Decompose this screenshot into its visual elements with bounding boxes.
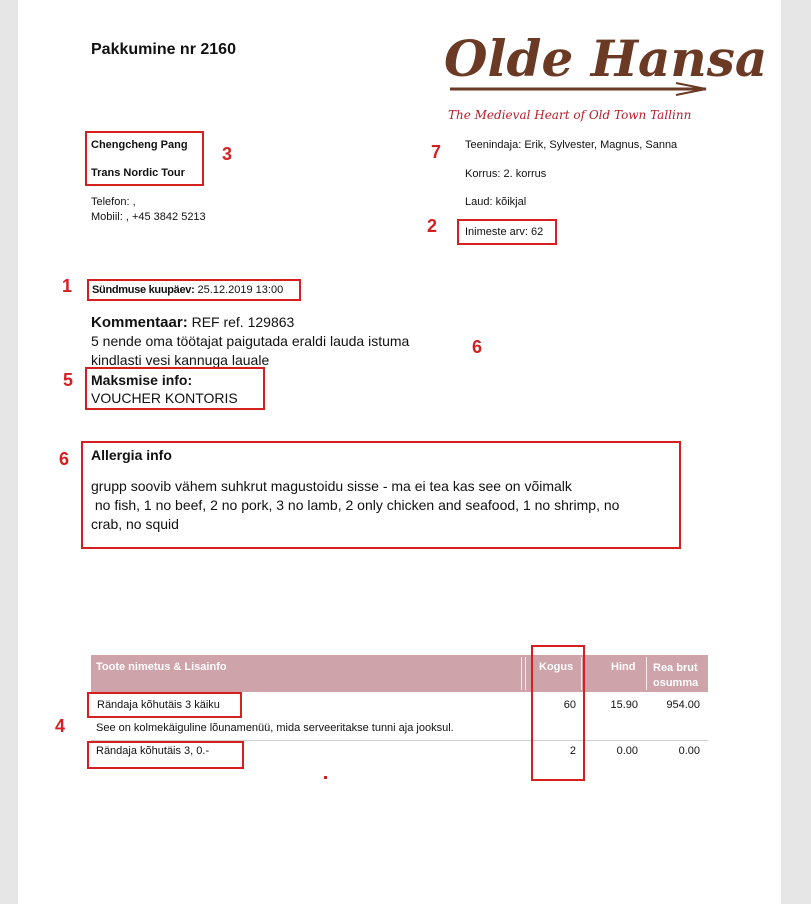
event-date-label: Sündmuse kuupäev: [92,284,195,296]
header-product-name: Toote nimetus & Lisainfo [96,661,227,673]
comment-line-1: REF ref. 129863 [191,314,295,330]
customer-phone: Telefon: , [91,196,136,208]
comment-line-2: 5 nende oma töötajat paigutada eraldi lauda istuma [91,333,410,349]
floor-info: Korrus: 2. korrus [465,168,547,180]
annotation-number-4: 4 [55,716,66,736]
annotation-number-2: 2 [427,216,438,236]
row-1-gross: 954.00 [666,699,700,711]
annotation-number-5: 5 [63,370,74,390]
logo-tagline: The Medieval Heart of Old Town Tallinn [448,108,692,122]
comment-line-3: kindlasti vesi kannuga lauale [91,352,270,368]
event-date-value: 25.12.2019 13:00 [197,284,284,296]
guest-count: Inimeste arv: 62 [465,226,544,238]
header-price: Hind [611,661,636,673]
header-qty: Kogus [539,661,574,673]
olde-hansa-logo [444,14,768,124]
payment-value: VOUCHER KONTORIS [91,390,238,406]
annotation-box-3 [85,131,204,186]
payment-label: Maksmise info: [91,372,193,388]
annotation-box-4a [87,692,242,718]
annotation-number-3: 3 [222,144,233,164]
logo-name: Olde Hansa [444,29,768,88]
row-1-price: 15.90 [610,699,638,711]
customer-mobile: Mobiil: , +45 3842 5213 [91,211,206,223]
comment-label: Kommentaar: [91,314,188,331]
row-1-name: Rändaja kõhutäis 3 käiku [97,699,220,711]
annotation-number-7: 7 [431,142,442,162]
table-info: Laud: kõikjal [465,196,527,208]
header-gross-line-2: osumma [653,677,699,689]
header-gross-line-1: Rea brut [653,662,698,674]
annotation-box-4b [87,741,244,769]
allergy-block [91,446,676,534]
annotation-box-5 [85,367,265,410]
row-2-price: 0.00 [616,745,638,757]
customer-company: Trans Nordic Tour [91,167,185,179]
allergy-label: Allergia info [91,447,172,463]
customer-name: Chengcheng Pang [91,139,188,151]
row-1-qty: 60 [563,699,576,711]
row-2-gross: 0.00 [678,745,700,757]
row-1-desc: See on kolmekäiguline lõunamenüü, mida serveeritakse tunni aja jooksul. [96,722,454,734]
servers-info: Teenindaja: Erik, Sylvester, Magnus, Sanna [465,139,678,151]
stray-dot [324,776,327,779]
annotation-box-1 [87,279,301,301]
allergy-line-1: grupp soovib vähem suhkrut magustoidu sisse - ma ei tea kas see on võimalk [91,478,572,494]
allergy-line-3: crab, no squid [91,516,179,532]
row-2-name: Rändaja kõhutäis 3, 0.- [96,745,210,757]
annotation-box-2 [457,219,557,245]
comment-block [91,313,409,370]
allergy-line-2: no fish, 1 no beef, 2 no pork, 3 no lamb, 2 only chicken and seafood, 1 no shrimp, no [91,497,620,513]
annotation-number-1: 1 [62,276,73,296]
annotation-number-6a: 6 [472,337,483,357]
items-table-header [91,655,708,692]
annotation-number-6b: 6 [59,449,70,469]
header-gross [653,661,698,691]
document-title: Pakkumine nr 2160 [91,41,236,58]
row-2-qty: 2 [569,745,576,757]
annotation-box-qty [531,645,585,781]
